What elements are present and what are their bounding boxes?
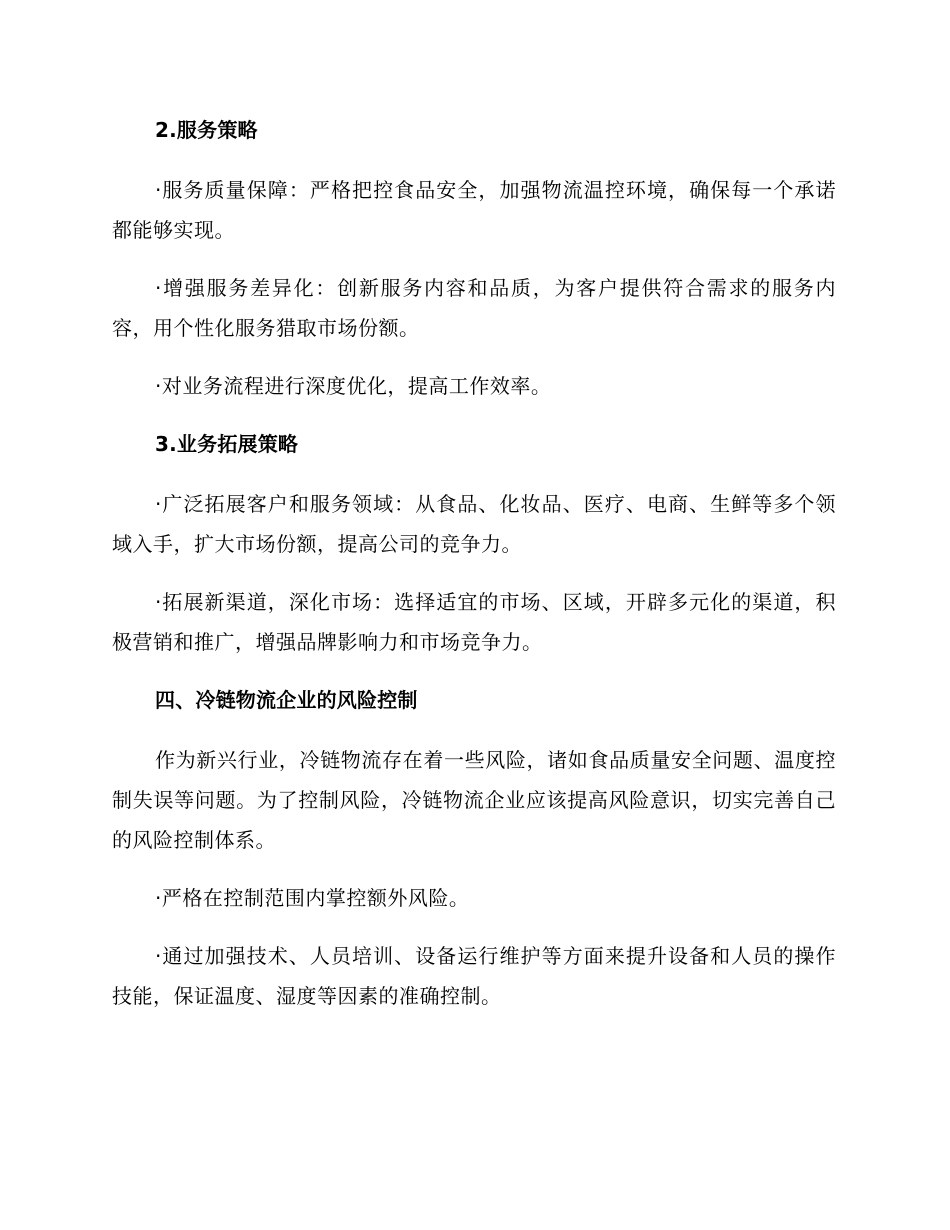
paragraph-control-extra-risk: ·严格在控制范围内掌控额外风险。 <box>155 886 470 910</box>
document-page <box>112 110 836 1034</box>
paragraph-service-differentiation: ·增强服务差异化：创新服务内容和品质，为客户提供符合需求的服务内容，用个性化服务猎取市场份额。 <box>112 276 836 340</box>
paragraph-expand-domains: ·广泛拓展客户和服务领域：从食品、化妆品、医疗、电商、生鲜等多个领域入手，扩大市场份额，提高公司的竞争力。 <box>112 492 836 556</box>
paragraph-training-maintenance: ·通过加强技术、人员培训、设备运行维护等方面来提升设备和人员的操作技能，保证温度、湿度等因素的准确控制。 <box>112 944 836 1008</box>
paragraph-process-optimization: ·对业务流程进行深度优化，提高工作效率。 <box>155 374 552 398</box>
paragraph-service-quality: ·服务质量保障：严格把控食品安全，加强物流温控环境，确保每一个承诺都能够实现。 <box>112 178 836 242</box>
section-heading-service-strategy: 2.服务策略 <box>155 118 258 142</box>
section-heading-business-expansion: 3.业务拓展策略 <box>155 432 299 456</box>
paragraph-risk-intro: 作为新兴行业，冷链物流存在着一些风险，诸如食品质量安全问题、温度控制失误等问题。为了控制风险，冷链物流企业应该提高风险意识，切实完善自己的风险控制体系。 <box>112 748 836 852</box>
paragraph-new-channels: ·拓展新渠道，深化市场：选择适宜的市场、区域，开辟多元化的渠道，积极营销和推广，增强品牌影响力和市场竞争力。 <box>112 590 836 654</box>
section-heading-risk-control: 四、冷链物流企业的风险控制 <box>155 688 418 712</box>
